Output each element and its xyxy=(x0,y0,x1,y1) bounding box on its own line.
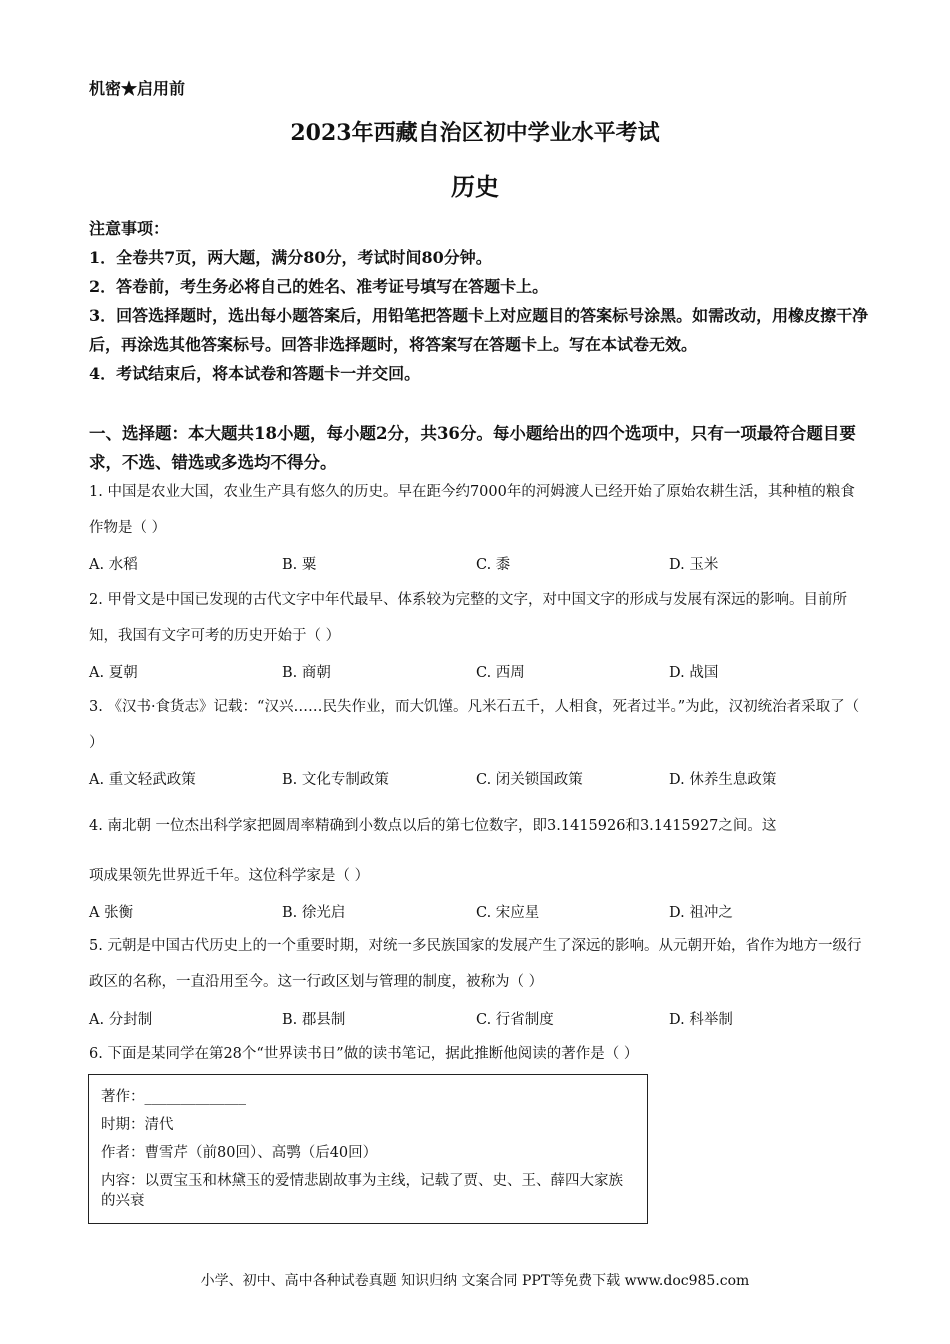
option-b: B. 商朝 xyxy=(282,665,331,681)
question-stem: 3. 《汉书·食货志》记载：“汉兴……民失作业，而大饥馑。凡米石五千，人相食，死者过半。”为此，汉初统治者采取了（ ） xyxy=(89,699,860,751)
question-2 xyxy=(89,582,869,654)
instructions-heading: 注意事项： xyxy=(89,219,170,238)
question-1 xyxy=(89,474,869,546)
subject-title: 历史 xyxy=(451,172,499,201)
instruction-item: 2．答卷前，考生务必将自己的姓名、准考证号填写在答题卡上。 xyxy=(89,277,549,296)
page-footer: 小学、初中、高中各种试卷真题 知识归纳 文案合同 PPT等免费下载 www.doc985.com xyxy=(200,1273,750,1289)
question-stem-line-2: 项成果领先世界近千年。这位科学家是（ ） xyxy=(89,868,370,884)
note-content: 内容：以贾宝玉和林黛玉的爱情悲剧故事为主线，记载了贾、史、王、薛四大家族的兴衰 xyxy=(101,1173,623,1209)
reading-note-box xyxy=(88,1074,648,1224)
instruction-item: 1．全卷共7页，两大题，满分80分，考试时间80分钟。 xyxy=(89,248,492,267)
section-1-heading: 一、选择题：本大题共18小题，每小题2分，共36分。每小题给出的四个选项中，只有一项最符合题目要求，不选、错选或多选均不得分。 xyxy=(89,424,856,472)
question-3 xyxy=(89,689,869,761)
question-stem: 5. 元朝是中国古代历史上的一个重要时期，对统一多民族国家的发展产生了深远的影响。从元朝开始，省作为地方一级行政区的名称，一直沿用至今。这一行政区划与管理的制度，被称为（ ） xyxy=(89,938,862,990)
question-stem: 2. 甲骨文是中国已发现的古代文字中年代最早、体系较为完整的文字，对中国文字的形成与发展有深远的影响。目前所知，我国有文字可考的历史开始于（ ） xyxy=(89,592,847,644)
option-d: D. 战国 xyxy=(669,665,719,681)
option-b: B. 粟 xyxy=(282,557,317,573)
confidential-label: 机密★启用前 xyxy=(89,79,186,98)
option-a: A. 水稻 xyxy=(89,557,138,573)
note-period: 时期：清代 xyxy=(101,1117,174,1133)
note-work: 著作：______________ xyxy=(101,1089,246,1105)
option-a: A. 分封制 xyxy=(89,1012,153,1028)
instruction-item: 4．考试结束后，将本试卷和答题卡一并交回。 xyxy=(89,364,421,383)
option-a: A. 夏朝 xyxy=(89,665,138,681)
option-d: D. 科举制 xyxy=(669,1012,733,1028)
option-b: B. 徐光启 xyxy=(282,905,346,921)
option-a: A 张衡 xyxy=(89,905,134,921)
question-5 xyxy=(89,928,869,1000)
instructions xyxy=(89,214,869,388)
option-c: C. 西周 xyxy=(476,665,525,681)
question-4 xyxy=(89,808,869,844)
section-heading xyxy=(89,419,869,477)
option-d: D. 玉米 xyxy=(669,557,719,573)
question-stem: 1. 中国是农业大国，农业生产具有悠久的历史。早在距今约7000年的河姆渡人已经开始了原始农耕生活，其种植的粮食作物是（ ） xyxy=(89,484,855,536)
option-c: C. 闭关锁国政策 xyxy=(476,772,583,788)
question-stem: 6. 下面是某同学在第28个“世界读书日”做的读书笔记，据此推断他阅读的著作是（ ） xyxy=(89,1046,639,1062)
instruction-item: 3．回答选择题时，选出每小题答案后，用铅笔把答题卡上对应题目的答案标号涂黑。如需改动，用橡皮擦干净后，再涂选其他答案标号。回答非选择题时，将答案写在答题卡上。写在本试卷无效。 xyxy=(89,306,869,354)
question-3-options xyxy=(89,768,869,790)
question-4-cont xyxy=(89,858,869,894)
option-d: D. 休养生息政策 xyxy=(669,772,777,788)
question-4-options xyxy=(89,901,869,923)
note-author: 作者：曹雪芹（前80回）、高鹗（后40回） xyxy=(101,1145,378,1161)
question-5-options xyxy=(89,1008,869,1030)
option-a: A. 重文轻武政策 xyxy=(89,772,196,788)
exam-title: 2023年西藏自治区初中学业水平考试 xyxy=(290,120,660,146)
option-b: B. 文化专制政策 xyxy=(282,772,389,788)
option-d: D. 祖冲之 xyxy=(669,905,733,921)
option-c: C. 行省制度 xyxy=(476,1012,554,1028)
option-c: C. 宋应星 xyxy=(476,905,540,921)
question-2-options xyxy=(89,661,869,683)
question-6 xyxy=(89,1036,869,1072)
option-c: C. 黍 xyxy=(476,557,511,573)
question-1-options xyxy=(89,553,869,575)
question-stem-line-1: 4. 南北朝 一位杰出科学家把圆周率精确到小数点以后的第七位数字，即3.1415926和3.1415927之间。这 xyxy=(89,818,777,834)
option-b: B. 郡县制 xyxy=(282,1012,346,1028)
